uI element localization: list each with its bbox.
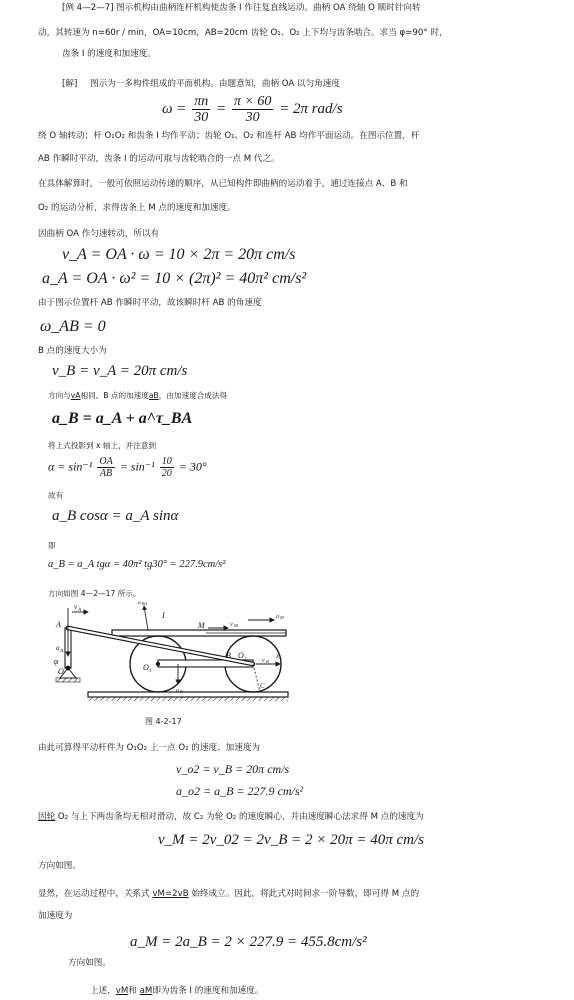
fig-label-am: a [276,614,279,620]
fig-label-m: M [198,621,205,630]
aa-equation: a_A = OA · ω² = 10 × (2π)² = 40π² cm/s² [42,270,307,287]
para-19: 上述，vM和 aM即为齿条 I 的速度和加速度。 [90,986,264,996]
svg-text:M: M [234,623,238,628]
svg-text:B: B [266,659,269,664]
fig-label-o1: O [143,663,149,672]
fig-label-ab: a [176,688,179,694]
fig-label-o: O [58,667,64,676]
fig-label-a: A [56,620,61,629]
para-10: 故有 [48,491,64,500]
svg-text:1: 1 [149,669,152,674]
svg-text:B: B [180,689,183,694]
fig-label-x: x [276,652,280,660]
problem-line-3: 齿条 I 的速度和加速度。 [62,49,156,59]
para-8: 方向与vA相同。B 点的加速度aB，由加速度合成法得 [48,391,228,400]
solution-label: [解] [62,79,78,89]
svg-text:2: 2 [244,657,247,662]
para-5: 因曲柄 OA 作匀速转动，所以有 [38,229,160,239]
vb-equation: v_B = v_A = 20π cm/s [52,363,188,379]
am-equation: a_M = 2a_B = 2 × 227.9 = 455.8cm/s² [130,934,367,950]
svg-text:BA: BA [142,601,147,606]
fig-label-vb: v [262,658,265,664]
para-17: 加速度为 [38,911,73,921]
para-3: 在具体解算时，一般可依照运动传递的顺序，从已知构件即曲柄的运动着手，通过连接点 A、B 和 [38,179,408,189]
para-9: 将上式投影到 x 轴上，并注意到 [48,441,157,450]
problem-line-2: 动，其转速为 n=60r / min，OA=10cm，AB=20cm 齿轮 O₁、O₂ 上下均与齿条啮合。求当 φ=90° 时， [38,28,448,38]
tg-equation: a_B = a_A tgα = 40π² tg30° = 227.9cm/s² [48,559,226,570]
fig-label-c: C [260,682,265,690]
para-1: 绕 O 轴转动；杆 O₁O₂ 和齿条 I 均作平动；齿轮 O₁、O₂ 和连杆 AB 均作平面运动。在图示位置，杆 [38,131,420,141]
fig-label-phi: φ [54,657,59,666]
figure-caption: 图 4-2-17 [145,717,182,726]
vm-equation: v_M = 2v_02 = 2v_B = 2 × 20π = 40π cm/s [158,832,425,848]
fig-label-aa: a [56,644,60,652]
problem-label: [例 4—2—7] [62,3,114,13]
omega-equation: ω = $\frac{\pi n}{30}$ = $\frac{\pi \times 60}{30}$ = 2π rad/s [162,94,343,125]
fig-label-aba: a [138,600,141,606]
fig-label-va: v [74,603,78,611]
para-4: O₂ 的运动分析，求得齿条上 M 点的速度和加速度。 [38,203,236,213]
para-2: AB 作瞬时平动，齿条 I 的运动可取与齿轮啮合的一点 M 代之。 [38,154,280,164]
alpha-equation: α = sin⁻¹ $\frac{OA}{AB}$ = sin⁻¹ $\frac{10}{20}$ = 30° [48,456,207,479]
para-6: 由于图示位置杆 AB 作瞬时平动，故该瞬时杆 AB 的角速度 [38,298,262,308]
fig-label-vm: v [230,622,233,628]
fig-label-i: I [162,611,165,620]
fig-label-b: B [226,651,231,660]
lower-rack [88,692,288,697]
para-12: 方向如图 4—2—17 所示。 [48,589,141,598]
fig-label-o2: O [238,651,244,660]
vo2-equation: v_o2 = v_B = 20π cm/s [176,762,290,776]
mechanism-figure [48,600,300,712]
svg-text:A: A [78,608,82,613]
para-15: 方向如图。 [38,861,81,871]
para-7: B 点的速度大小为 [38,346,107,356]
va-equation: v_A = OA · ω = 10 × 2π = 20π cm/s [62,246,296,263]
wab-equation: ω_AB = 0 [40,318,106,335]
para-11: 即 [48,541,56,550]
ab-vector-equation: a_B = a_A + a^τ_BA [52,410,193,427]
cos-equation: a_B cosα = a_A sinα [52,508,179,524]
ao2-equation: a_o2 = a_B = 227.9 cm/s² [176,784,304,798]
problem-line-1: 图示机构由曲柄连杆机构使齿条 I 作往复直线运动。曲柄 OA 绕轴 O 顺时针向转 [116,3,421,13]
para-14: 因轮 O₂ 与上下两齿条均无相对滑动，故 C₂ 为轮 O₂ 的速度瞬心，并由速度瞬心法求得 M 点的速度为 [38,812,424,822]
para-16: 显然，在运动过程中，关系式 vM=2vB 始终成立。因此，将此式对时间求一阶导数，即可得 M 点的 [38,889,420,899]
para-13: 由此可算得平动杆件为 O₁O₂ 上一点 O₂ 的速度、加速度为 [38,743,261,753]
svg-text:M: M [280,615,284,620]
svg-text:A: A [60,649,64,654]
solution-intro: 图示为一多构件组成的平面机构。由题意知，曲柄 OA 以匀角速度 [90,79,340,89]
para-18: 方向如图。 [68,958,111,968]
